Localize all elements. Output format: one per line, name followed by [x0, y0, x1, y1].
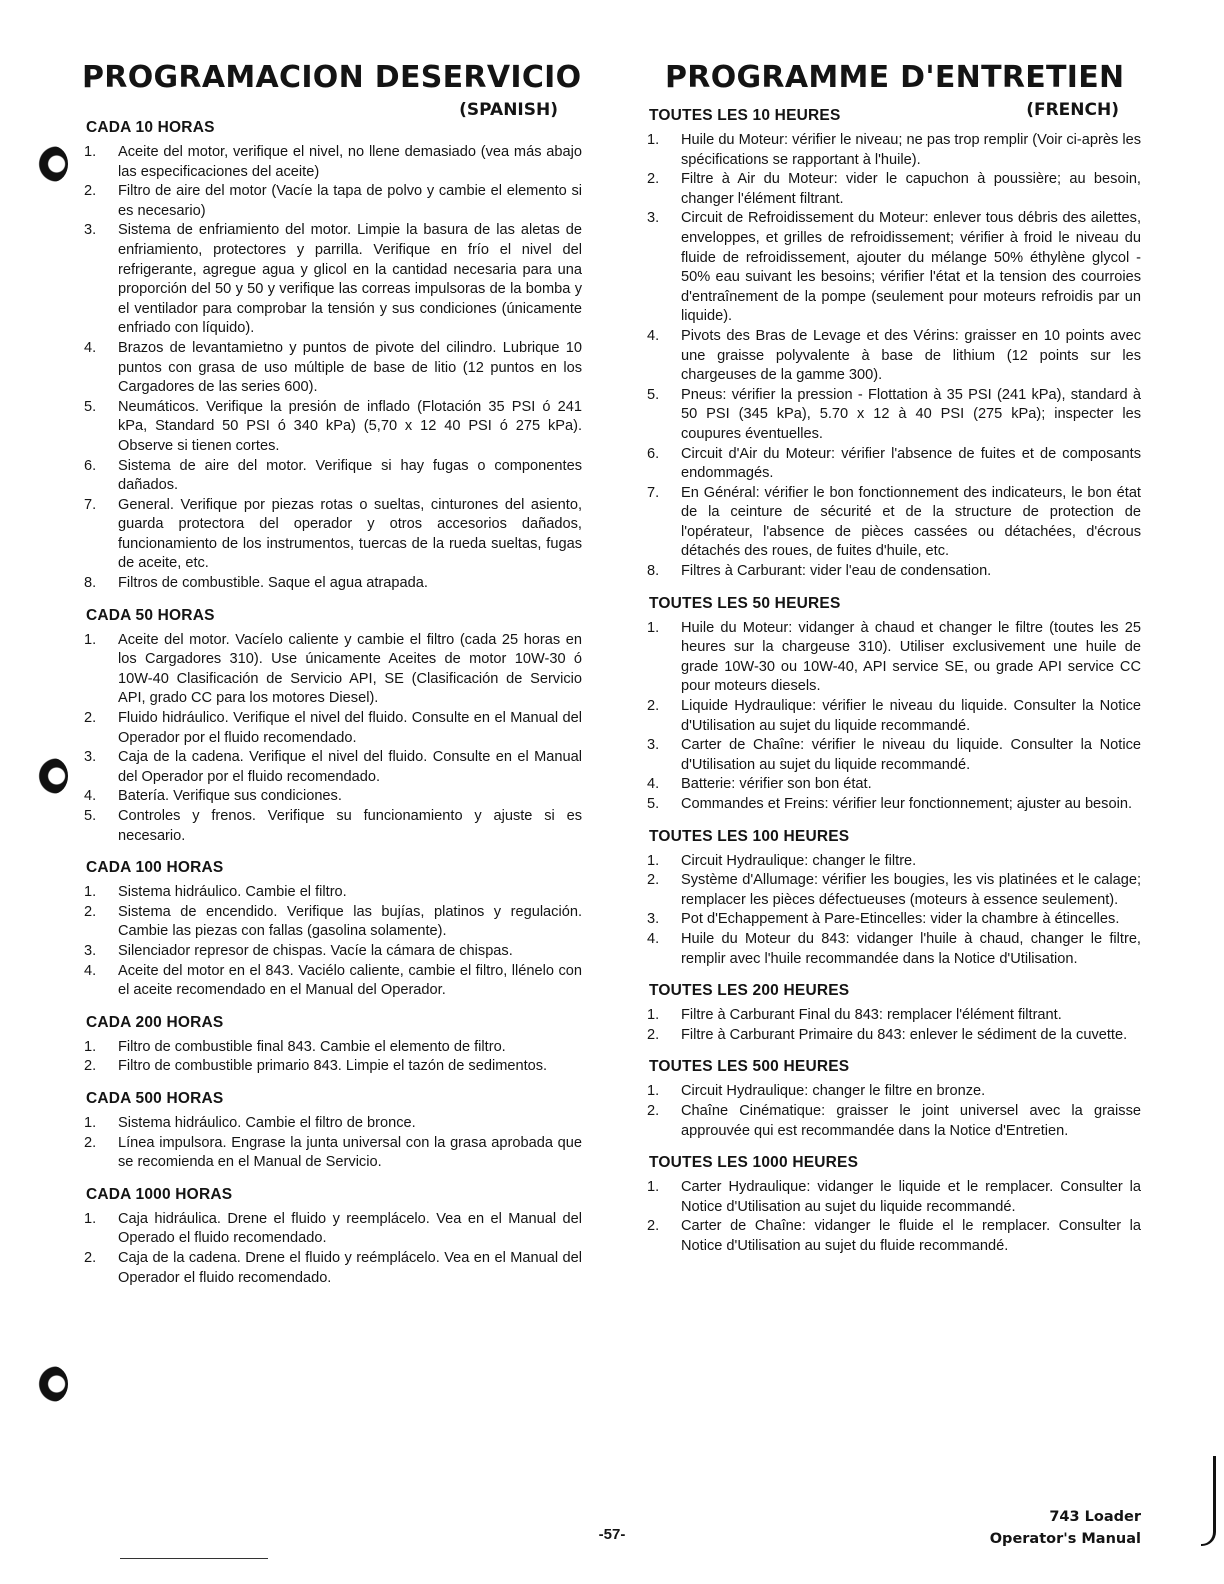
- task-item: [80, 1210, 582, 1249]
- task-number: 5.: [647, 386, 660, 403]
- manual-name: Operator's Manual: [989, 1531, 1141, 1547]
- task-text: Système d'Allumage: vérifier les bougies, les vis platinées et le calage; remplacer les pièces défectueuses (moteurs à essence seulement).: [681, 872, 1141, 908]
- task-item: [80, 1038, 582, 1058]
- task-list: [80, 1210, 582, 1288]
- task-item: [643, 619, 1141, 697]
- task-item: [643, 930, 1141, 969]
- task-text: Filtre à Air du Moteur: vider le capuchon à poussière; au besoin, changer l'élément filtrant.: [681, 171, 1141, 207]
- task-list: [643, 131, 1141, 582]
- task-item: [80, 962, 582, 1001]
- section-heading: CADA 10 HORAS: [86, 119, 215, 136]
- task-text: Chaîne Cinématique: graisser le joint universel avec la graisse approuvée qui est recommandée dans la Notice d'Entretien.: [681, 1102, 1141, 1139]
- schedule-section: [643, 1058, 1141, 1141]
- task-text: Circuit d'Air du Moteur: vérifier l'absence de fuites et de composants endommagés.: [681, 445, 1141, 482]
- task-item: [643, 1006, 1141, 1026]
- task-text: Circuit Hydraulique: changer le filtre en bronze.: [681, 1083, 986, 1100]
- french-language-label: (FRENCH): [1026, 100, 1119, 120]
- scan-line: [120, 1558, 268, 1559]
- task-text: Aceite del motor, verifique el nivel, no llene demasiado (vea más abajo las especificaciones del aceite): [118, 144, 582, 180]
- task-item: [643, 910, 1141, 930]
- task-item: [80, 457, 582, 496]
- task-number: 1.: [647, 132, 660, 148]
- task-text: Huile du Moteur du 843: vidanger l'huile à chaud, changer le filtre, remplir avec l'huile recommandée dans la Notice d'Utilisation.: [681, 930, 1141, 967]
- task-item: [80, 1134, 582, 1173]
- task-item: [80, 1114, 582, 1134]
- task-text: Caja hidráulica. Drene el fluido y reemplácelo. Vea en el Manual del Operado el fluido recomendado.: [118, 1210, 582, 1247]
- schedule-section: [80, 607, 582, 847]
- task-item: [643, 484, 1141, 562]
- task-text: Fluido hidráulico. Verifique el nivel del fluido. Consulte en el Manual del Operador por el fluido recomendado.: [118, 710, 582, 746]
- task-text: Circuit Hydraulique: changer le filtre.: [681, 852, 917, 869]
- task-number: 1.: [84, 1038, 97, 1055]
- task-text: Filtres à Carburant: vider l'eau de condensation.: [681, 563, 992, 580]
- manual-model: 743 Loader: [1049, 1509, 1141, 1525]
- task-text: General. Verifique por piezas rotas o sueltas, cinturones del asiento, guarda protectora del operador y otros accesorios dañados, funcionamiento de los instrumentos, tuercas de la rueda sueltas, fugas de aceite, etc.: [118, 496, 582, 572]
- task-text: En Général: vérifier le bon fonctionnement des indicateurs, le bon état de la ceinture de sécurité et de la structure de protection de l'opérateur, l'absence de pièces cassées ou détachées, d'écrous détachés des roues, de fuites d'huile, etc.: [681, 484, 1141, 560]
- page-edge-mark: [1201, 1456, 1216, 1546]
- task-number: 2.: [647, 171, 660, 188]
- schedule-section: [643, 982, 1141, 1045]
- task-number: 1.: [84, 1210, 97, 1227]
- task-number: 2.: [647, 872, 660, 889]
- task-text: Batterie: vérifier son bon état.: [681, 776, 872, 793]
- task-item: [80, 496, 582, 574]
- task-text: Sistema hidráulico. Cambie el filtro de bronce.: [118, 1114, 416, 1131]
- punch-hole: [38, 758, 68, 794]
- schedule-section: [80, 859, 582, 1001]
- task-number: 2.: [647, 1102, 660, 1119]
- task-number: 2.: [647, 698, 660, 715]
- task-text: Línea impulsora. Engrase la junta universal con la grasa aprobada que se recomienda en el Manual de Servicio.: [118, 1134, 582, 1171]
- task-item: [643, 209, 1141, 327]
- task-text: Circuit de Refroidissement du Moteur: enlever tous débris des ailettes, enveloppes, et grilles de refroidissement; vérifier à froid le niveau du fluide de refroidissement, ajouter du mélange 50% éthylène glycol - 50% eau suivant les besoins; vérifier l'état et la tension des courroies d'entraînement de la pompe (seulement pour moteurs refroidis par un liquide).: [681, 210, 1141, 325]
- task-number: 3.: [647, 737, 660, 754]
- task-number: 2.: [84, 903, 97, 920]
- task-item: [80, 1057, 582, 1077]
- task-item: [643, 795, 1141, 815]
- schedule-section: [80, 1090, 582, 1173]
- spanish-language-label: (SPANISH): [459, 100, 558, 120]
- task-number: 2.: [647, 1218, 660, 1235]
- task-number: 2.: [84, 183, 97, 200]
- task-text: Silenciador represor de chispas. Vacíe la cámara de chispas.: [118, 942, 513, 959]
- schedule-section: [80, 119, 582, 594]
- section-heading: CADA 500 HORAS: [86, 1089, 224, 1107]
- task-text: Filtro de combustible final 843. Cambie el elemento de filtro.: [118, 1038, 506, 1055]
- task-number: 5.: [84, 808, 97, 824]
- task-item: [643, 386, 1141, 445]
- task-text: Pivots des Bras de Levage et des Vérins: graisser en 10 points avec une graisse polyvalente à base de lithium (12 points sur les chargeuses de la gamme 300).: [681, 327, 1141, 384]
- task-text: Sistema de enfriamiento del motor. Limpie la basura de las aletas de enfriamiento, protectores y parrilla. Verifique en frío el nivel del refrigerante, agregue agua y glicol en la cantidad necesaria para una proporción del 50 y 50 y verifique las correas impulsoras de la bomba y el ventilador para comprobar la tensión y sus condiciones (únicamente enfriado con líquido).: [118, 222, 582, 337]
- task-number: 4.: [647, 930, 660, 947]
- task-text: Sistema de aire del motor. Verifique si hay fugas o componentes dañados.: [118, 457, 582, 494]
- task-text: Batería. Verifique sus condiciones.: [118, 788, 342, 805]
- task-text: Sistema de encendido. Verifique las bujías, platinos y regulación. Cambie las piezas con fallas (gasolina solamente).: [118, 903, 582, 940]
- task-item: [80, 787, 582, 807]
- task-number: 8.: [647, 563, 660, 580]
- task-item: [643, 327, 1141, 386]
- task-item: [643, 852, 1141, 872]
- task-item: [80, 903, 582, 942]
- section-heading: TOUTES LES 200 HEURES: [649, 982, 850, 1000]
- task-number: 3.: [84, 942, 97, 959]
- task-number: 4.: [647, 776, 660, 793]
- spanish-title: PROGRAMACION DESERVICIO: [82, 60, 582, 95]
- page-number: -57-: [598, 1526, 626, 1543]
- task-text: Pneus: vérifier la pression - Flottation à 35 PSI (241 kPa), standard à 50 PSI (345 kPa), 5.70 x 12 à 40 PSI (275 kPa); inspecter les coupures éventuelles.: [681, 386, 1141, 442]
- task-number: 1.: [84, 884, 97, 901]
- task-number: 1.: [647, 852, 660, 869]
- task-item: [643, 775, 1141, 795]
- task-item: [80, 574, 582, 594]
- section-heading: CADA 200 HORAS: [86, 1013, 224, 1031]
- task-item: [80, 709, 582, 748]
- task-number: 1.: [84, 144, 97, 160]
- task-item: [643, 1217, 1141, 1256]
- task-number: 7.: [84, 496, 97, 513]
- task-item: [80, 1249, 582, 1288]
- section-heading: TOUTES LES 10 HEURES: [649, 107, 841, 124]
- task-text: Filtro de aire del motor (Vacíe la tapa de polvo y cambie el elemento si es necesario): [118, 183, 582, 219]
- task-text: Filtre à Carburant Primaire du 843: enlever le sédiment de la cuvette.: [681, 1026, 1128, 1043]
- task-item: [80, 807, 582, 846]
- punch-hole: [38, 1366, 68, 1402]
- task-item: [643, 445, 1141, 484]
- task-item: [643, 562, 1141, 582]
- punch-hole: [38, 146, 68, 182]
- schedule-section: [643, 107, 1141, 582]
- task-text: Filtro de combustible primario 843. Limpie el tazón de sedimentos.: [118, 1058, 548, 1075]
- section-heading: TOUTES LES 1000 HEURES: [649, 1154, 859, 1172]
- task-number: 1.: [647, 1083, 660, 1100]
- task-item: [80, 942, 582, 962]
- french-sections: [643, 107, 1141, 1270]
- task-item: [643, 1082, 1141, 1102]
- task-number: 2.: [647, 1026, 660, 1043]
- spanish-sections: [80, 119, 582, 1301]
- task-text: Commandes et Freins: vérifier leur fonctionnement; ajuster au besoin.: [681, 796, 1133, 812]
- task-item: [643, 871, 1141, 910]
- task-item: [643, 170, 1141, 209]
- schedule-section: [80, 1186, 582, 1288]
- task-list: [80, 1038, 582, 1077]
- task-number: 3.: [84, 749, 97, 766]
- task-text: Liquide Hydraulique: vérifier le niveau du liquide. Consulter la Notice d'Utilisation au sujet du liquide recommandé.: [681, 698, 1141, 734]
- task-number: 2.: [84, 710, 97, 727]
- task-item: [80, 143, 582, 182]
- task-text: Caja de la cadena. Verifique el nivel del fluido. Consulte en el Manual del Operador por el fluido recomendado.: [118, 749, 582, 785]
- section-heading: CADA 100 HORAS: [86, 859, 224, 877]
- section-heading: TOUTES LES 500 HEURES: [649, 1058, 850, 1076]
- section-heading: CADA 50 HORAS: [86, 606, 215, 624]
- task-number: 5.: [84, 398, 97, 415]
- task-number: 1.: [647, 619, 660, 636]
- task-number: 2.: [84, 1249, 97, 1266]
- task-text: Carter de Chaîne: vidanger le fluide el le remplacer. Consulter la Notice d'Utilisation au sujet du fluide recommandé.: [681, 1218, 1141, 1254]
- task-number: 1.: [84, 631, 97, 648]
- task-list: [643, 619, 1141, 815]
- task-text: Huile du Moteur: vidanger à chaud et changer le filtre (toutes les 25 heures sur la chargeuse 310). Utiliser exclusivement une huile de grade 10W-30 ou 10W-40, API service SE, ou grade API service CC pour moteurs diesels.: [681, 619, 1141, 695]
- task-item: [643, 1026, 1141, 1046]
- task-list: [80, 143, 582, 594]
- section-heading: TOUTES LES 100 HEURES: [649, 827, 850, 845]
- task-number: 6.: [84, 457, 97, 474]
- task-list: [643, 1006, 1141, 1045]
- manual-title: [990, 1506, 1141, 1550]
- task-number: 7.: [647, 484, 660, 501]
- task-number: 3.: [647, 210, 660, 227]
- schedule-section: [643, 595, 1141, 815]
- task-number: 2.: [84, 1134, 97, 1151]
- task-item: [643, 1102, 1141, 1141]
- task-item: [643, 697, 1141, 736]
- task-item: [80, 339, 582, 398]
- task-item: [80, 221, 582, 339]
- task-list: [643, 1082, 1141, 1141]
- french-title: PROGRAMME D'ENTRETIEN: [665, 60, 1125, 95]
- task-text: Aceite del motor. Vacíelo caliente y cambie el filtro (cada 25 horas en los Cargadores 310). Use únicamente Aceites de motor 10W-30 ó 10W-40 Clasificación de Servicio API, SE (Clasificación de Servicio API, grado CC para los motores Diesel).: [118, 631, 582, 707]
- task-list: [80, 631, 582, 847]
- task-number: 1.: [647, 1007, 660, 1024]
- section-heading: CADA 1000 HORAS: [86, 1185, 233, 1203]
- task-number: 8.: [84, 575, 97, 592]
- task-number: 6.: [647, 445, 660, 462]
- task-number: 5.: [647, 796, 660, 812]
- task-number: 2.: [84, 1058, 97, 1075]
- task-number: 4.: [84, 339, 97, 356]
- task-number: 4.: [84, 962, 97, 979]
- task-list: [643, 1178, 1141, 1256]
- task-item: [80, 748, 582, 787]
- task-item: [643, 131, 1141, 170]
- section-heading: TOUTES LES 50 HEURES: [649, 594, 841, 612]
- task-text: Pot d'Echappement à Pare-Etincelles: vider la chambre à étincelles.: [681, 911, 1120, 928]
- schedule-section: [643, 828, 1141, 970]
- task-item: [80, 398, 582, 457]
- task-number: 4.: [647, 327, 660, 344]
- task-list: [80, 1114, 582, 1173]
- task-item: [643, 736, 1141, 775]
- task-number: 3.: [647, 911, 660, 928]
- task-item: [643, 1178, 1141, 1217]
- task-number: 3.: [84, 222, 97, 239]
- task-list: [80, 883, 582, 1001]
- task-text: Huile du Moteur: vérifier le niveau; ne pas trop remplir (Voir ci-après les spécifications se rapportant à l'huile).: [681, 132, 1141, 168]
- schedule-section: [643, 1154, 1141, 1256]
- task-text: Carter de Chaîne: vérifier le niveau du liquide. Consulter la Notice d'Utilisation au sujet du liquide recommandé.: [681, 737, 1141, 773]
- task-text: Neumáticos. Verifique la presión de inflado (Flotación 35 PSI ó 241 kPa, Standard 50 PSI ó 340 kPa) (5,70 x 12 40 PSI ó 275 kPa). Observe si tienen cortes.: [118, 398, 582, 454]
- task-text: Brazos de levantamietno y puntos de pivote del cilindro. Lubrique 10 puntos con grasa de uso múltiple de base de litio (12 puntos en los Cargadores de las series 600).: [118, 339, 582, 396]
- task-text: Controles y frenos. Verifique su funcionamiento y ajuste si es necesario.: [118, 808, 582, 844]
- task-item: [80, 182, 582, 221]
- task-text: Aceite del motor en el 843. Vaciélo caliente, cambie el filtro, llénelo con el aceite recomendado en el Manual del Operador.: [118, 962, 582, 999]
- task-item: [80, 631, 582, 709]
- task-text: Filtre à Carburant Final du 843: remplacer l'élément filtrant.: [681, 1007, 1062, 1024]
- task-number: 1.: [84, 1114, 97, 1131]
- task-number: 1.: [647, 1179, 660, 1196]
- schedule-section: [80, 1014, 582, 1077]
- task-text: Caja de la cadena. Drene el fluido y reémplácelo. Vea en el Manual del Operador el fluido recomendado.: [118, 1249, 582, 1286]
- task-text: Sistema hidráulico. Cambie el filtro.: [118, 884, 347, 901]
- task-list: [643, 852, 1141, 970]
- task-item: [80, 883, 582, 903]
- task-text: Carter Hydraulique: vidanger le liquide et le remplacer. Consulter la Notice d'Utilisation au sujet du liquide recommandé.: [681, 1179, 1141, 1215]
- task-number: 4.: [84, 788, 97, 805]
- task-text: Filtros de combustible. Saque el agua atrapada.: [118, 575, 428, 592]
